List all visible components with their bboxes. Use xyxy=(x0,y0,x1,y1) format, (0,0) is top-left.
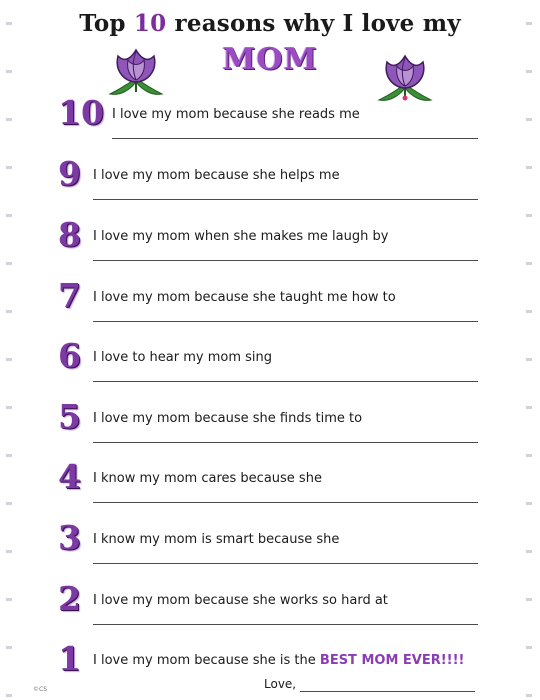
reason-text: I know my mom cares because she xyxy=(93,471,322,486)
reason-number: 4 xyxy=(58,457,81,496)
reason-number: 10 xyxy=(58,93,104,132)
answer-line[interactable] xyxy=(93,624,478,625)
answer-line[interactable] xyxy=(93,381,478,382)
reason-item-7 xyxy=(58,276,478,335)
reason-text xyxy=(93,653,464,668)
reason-text-main: I love my mom because she is the xyxy=(93,653,316,668)
answer-line[interactable] xyxy=(112,138,478,139)
copyright-mark: ©CS xyxy=(33,686,47,693)
reason-number: 3 xyxy=(58,518,81,557)
reason-text: I know my mom is smart because she xyxy=(93,532,340,547)
right-border-decoration xyxy=(526,0,532,700)
reason-number: 5 xyxy=(58,397,81,436)
reason-text: I love my mom because she helps me xyxy=(93,168,340,183)
reason-number: 9 xyxy=(58,154,81,193)
answer-line[interactable] xyxy=(93,502,478,503)
reason-text: I love my mom because she reads me xyxy=(112,107,360,122)
reason-item-2 xyxy=(58,579,478,638)
title-prefix: Top xyxy=(79,10,126,37)
answer-line[interactable] xyxy=(93,199,478,200)
answer-line[interactable] xyxy=(93,260,478,261)
answer-line[interactable] xyxy=(93,442,478,443)
reason-text: I love my mom because she finds time to xyxy=(93,411,363,426)
reason-item-9 xyxy=(58,154,478,213)
reason-item-6 xyxy=(58,336,478,395)
answer-line[interactable] xyxy=(93,563,478,564)
reason-number: 2 xyxy=(58,579,81,618)
reason-text: I love my mom because she taught me how to xyxy=(93,290,396,305)
title-number: 10 xyxy=(133,10,167,37)
reason-item-8 xyxy=(58,215,478,274)
reason-number: 1 xyxy=(58,639,81,678)
closing-love: Love, xyxy=(264,677,297,691)
reason-number: 8 xyxy=(58,215,81,254)
answer-line[interactable] xyxy=(93,321,478,322)
best-mom-emphasis: BEST MOM EVER!!!! xyxy=(319,653,465,668)
page-title xyxy=(0,10,540,37)
left-border-decoration xyxy=(6,0,12,700)
reason-item-10 xyxy=(58,93,478,152)
reason-text: I love my mom when she makes me laugh by xyxy=(93,229,389,244)
title-suffix: reasons why I love my xyxy=(174,10,461,37)
reason-text: I love my mom because she works so hard at xyxy=(93,593,388,608)
reason-number: 6 xyxy=(58,336,81,375)
reason-text: I love to hear my mom sing xyxy=(93,350,272,365)
signature-line[interactable] xyxy=(300,691,475,692)
reason-item-3 xyxy=(58,518,478,577)
tulip-flower-icon xyxy=(106,42,166,100)
tulip-flower-icon xyxy=(375,48,435,106)
reason-item-5 xyxy=(58,397,478,456)
mom-heading: MOM xyxy=(222,42,318,77)
reason-number: 7 xyxy=(58,276,81,315)
reason-item-4 xyxy=(58,457,478,516)
